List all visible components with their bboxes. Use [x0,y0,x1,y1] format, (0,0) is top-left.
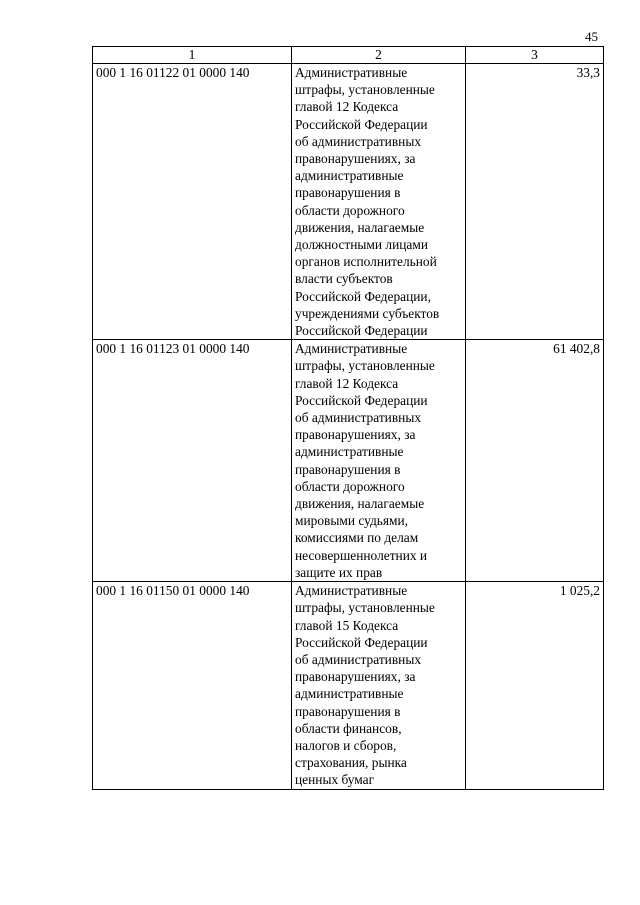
page-number: 45 [585,29,598,44]
revenue-name-line: административные [295,686,404,702]
revenue-name-cell [292,582,466,789]
revenue-name-line: об административных [295,133,422,149]
revenue-name-line: правонарушения в [295,185,401,201]
revenue-name-line: Российской Федерации [295,634,428,650]
revenue-name-line: об административных [295,410,422,426]
revenue-name-line: учреждениями субъектов [295,305,440,321]
revenue-name-line: движения, налагаемые [295,219,425,235]
revenue-name-line: главой 15 Кодекса [295,617,399,633]
table-row [93,582,604,789]
revenue-name-line: правонарушениях, за [295,669,416,685]
revenue-name-line: области дорожного [295,478,405,494]
revenue-sum-cell: 1 025,2 [466,582,604,789]
revenue-name-line: движения, налагаемые [295,496,425,512]
revenue-name-line: правонарушения в [295,703,401,719]
revenue-name-line: органов исполнительной [295,254,437,270]
revenue-name-line: Российской Федерации, [295,288,431,304]
revenue-name-line: власти субъектов [295,271,393,287]
revenue-name-line: должностными лицами [295,237,429,253]
revenue-name-line: Административные [295,583,408,599]
revenue-name-line: мировыми судьями, [295,513,409,529]
revenue-name-cell [292,64,466,340]
revenue-name-line: об административных [295,651,422,667]
revenue-name-line: Административные [295,341,408,357]
revenue-name-line: административные [295,444,404,460]
revenue-name-line: защите их прав [295,564,383,580]
revenue-name-line: штрафы, установленные [295,358,435,374]
revenue-sum-cell: 33,3 [466,64,604,340]
revenue-name-line: комиссиями по делам [295,530,419,546]
table-header-row [93,47,604,64]
revenue-code-cell: 000 1 16 01150 01 0000 140 [93,582,292,789]
revenue-code-cell: 000 1 16 01122 01 0000 140 [93,64,292,340]
revenue-name-line: Российской Федерации [295,323,428,339]
revenue-name-line: области финансов, [295,720,402,736]
revenue-name-line: несовершеннолетних и [295,547,428,563]
revenue-name-line: Российской Федерации [295,116,428,132]
revenue-name-line: ценных бумаг [295,772,375,788]
revenue-name-line: Российской Федерации [295,392,428,408]
table-body [93,64,604,790]
revenue-name-line: Административные [295,65,408,80]
revenue-name-line: области дорожного [295,202,405,218]
revenue-name-line: страхования, рынка [295,755,407,771]
table-row [93,64,604,340]
budget-revenue-table [92,46,604,790]
revenue-name-line: штрафы, установленные [295,600,435,616]
revenue-sum-cell: 61 402,8 [466,340,604,582]
revenue-name-line: правонарушения в [295,461,401,477]
table-row [93,340,604,582]
revenue-code-cell: 000 1 16 01123 01 0000 140 [93,340,292,582]
revenue-name-line: штрафы, установленные [295,82,435,98]
column-header-sum: 3 [466,47,604,64]
revenue-name-line: правонарушениях, за [295,427,416,443]
revenue-name-line: налогов и сборов, [295,737,397,753]
column-header-code: 1 [93,47,292,64]
revenue-name-line: главой 12 Кодекса [295,375,399,391]
revenue-name-line: административные [295,168,404,184]
column-header-name: 2 [292,47,466,64]
revenue-name-line: правонарушениях, за [295,151,416,167]
revenue-name-cell [292,340,466,582]
revenue-name-line: главой 12 Кодекса [295,99,399,115]
